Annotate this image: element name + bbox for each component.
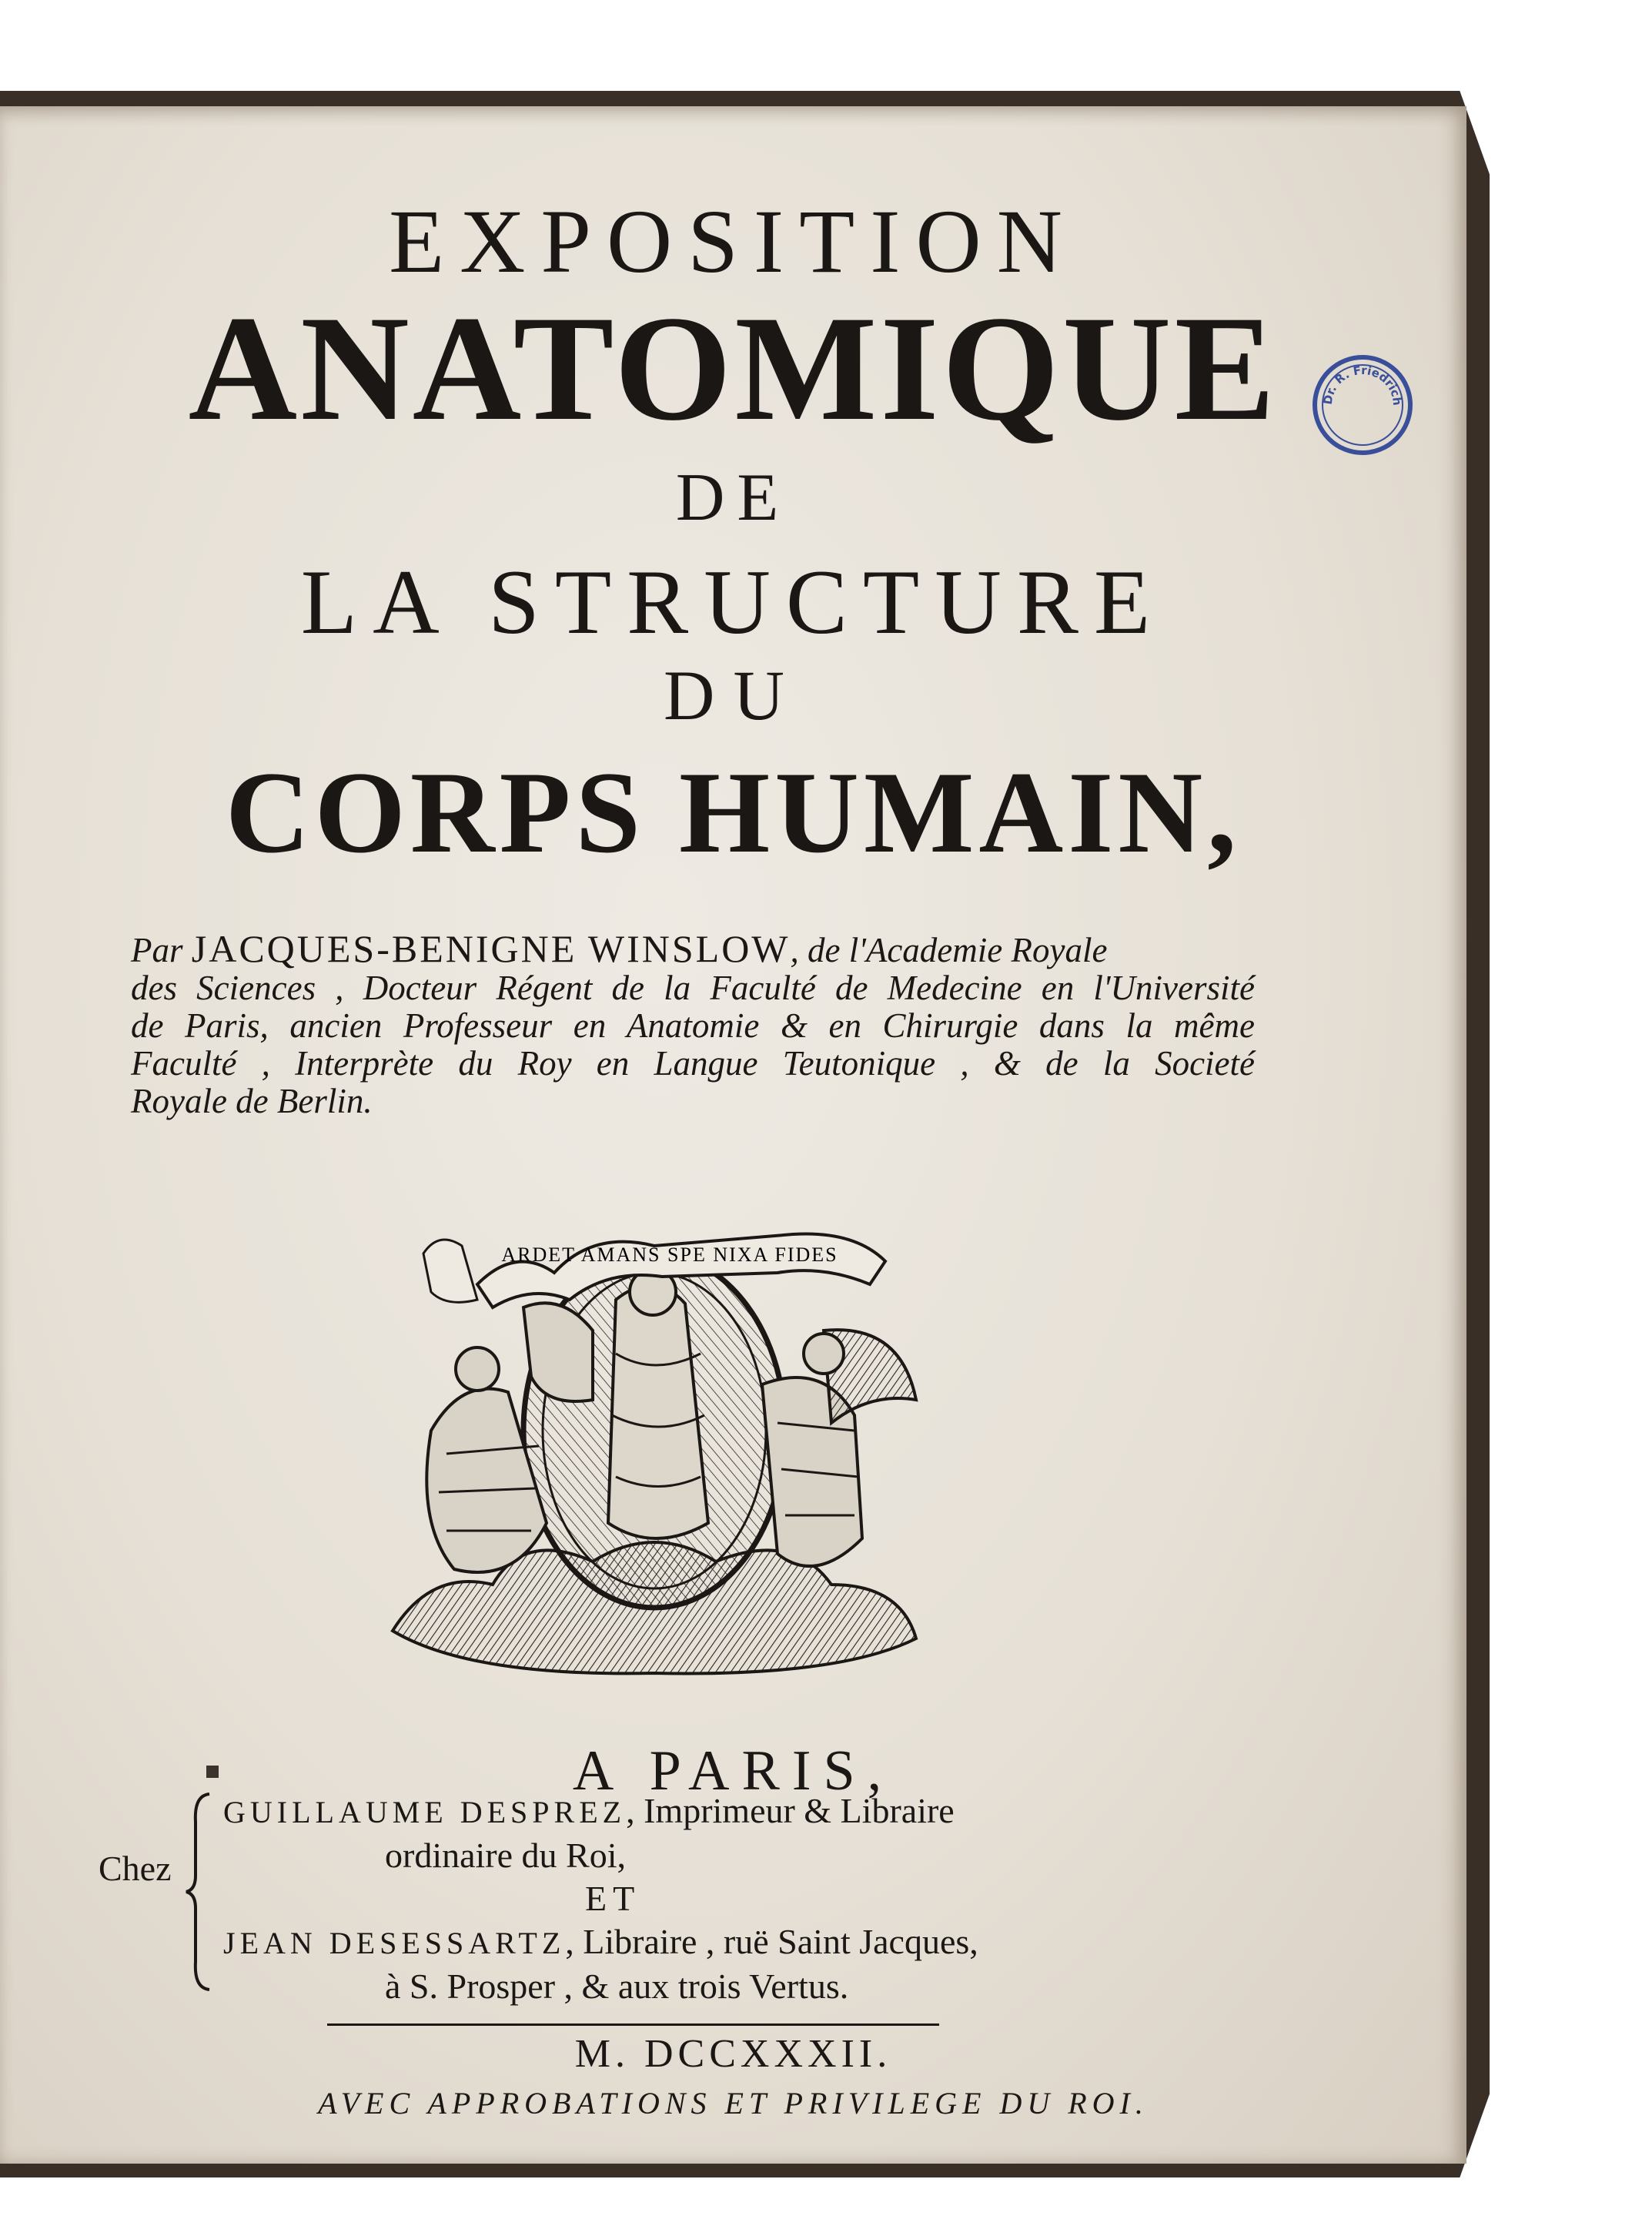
publisher-1-rest: , Imprimeur & Libraire (626, 1791, 955, 1830)
publisher-2-line-1 (223, 1920, 1224, 1965)
publisher-1-name: GUILLAUME DESPREZ (223, 1795, 627, 1829)
title-line-corps-humain: CORPS HUMAIN, (225, 748, 1242, 877)
imprint-date: M. DCCXXXII. (574, 2032, 892, 2076)
title-line-de: DE (675, 460, 791, 535)
author-line-1-rest: , de l'Academie Royale (790, 931, 1108, 969)
author-block (131, 927, 1255, 1120)
publishers-block (223, 1789, 1224, 2008)
publisher-2-line-2: à S. Prosper , & aux trois Vertus. (385, 1967, 849, 2006)
printers-emblem-woodcut (362, 1200, 947, 1677)
imprint-place: A PARIS, (572, 1739, 895, 1803)
author-line-4: Faculté , Interprète du Roy en Langue Teutonique , & de la Societé (131, 1044, 1255, 1083)
title-line-exposition: EXPOSITION (389, 191, 1078, 292)
author-line-1 (131, 927, 1255, 970)
imprint-approbation: AVEC APPROBATIONS ET PRIVILEGE DU ROI. (318, 2086, 1149, 2121)
publisher-2-name: JEAN DESESSARTZ (223, 1926, 566, 1960)
stamp-text: Dr. R. Friedrich (1320, 363, 1405, 407)
author-name: JACQUES-BENIGNE WINSLOW (191, 927, 791, 970)
library-stamp-icon (1309, 351, 1416, 459)
title-line-structure: LA STRUCTURE (300, 551, 1166, 653)
publisher-1-line-2: ordinaire du Roi, (385, 1836, 626, 1875)
publisher-et: ET (585, 1879, 641, 1918)
publisher-1-line-1 (223, 1789, 1224, 1834)
curly-brace-icon (183, 1791, 214, 1993)
author-line-5: Royale de Berlin. (131, 1082, 373, 1120)
ink-mark (206, 1766, 219, 1778)
title-line-anatomique: ANATOMIQUE (188, 285, 1279, 452)
title-line-du: DU (664, 656, 803, 735)
title-page (0, 106, 1466, 2164)
horizontal-rule (327, 2023, 939, 2026)
author-line-3: de Paris, ancien Professeur en Anatomie & en Chirurgie dans la même (131, 1006, 1255, 1045)
author-par: Par (131, 931, 183, 969)
emblem-motto: ARDET AMANS SPE NIXA FIDES (501, 1244, 838, 1266)
publisher-2-rest: , Libraire , ruë Saint Jacques, (565, 1922, 978, 1961)
author-line-2: des Sciences , Docteur Régent de la Faculté de Medecine en l'Université (131, 969, 1255, 1007)
imprint-chez: Chez (99, 1849, 172, 1888)
